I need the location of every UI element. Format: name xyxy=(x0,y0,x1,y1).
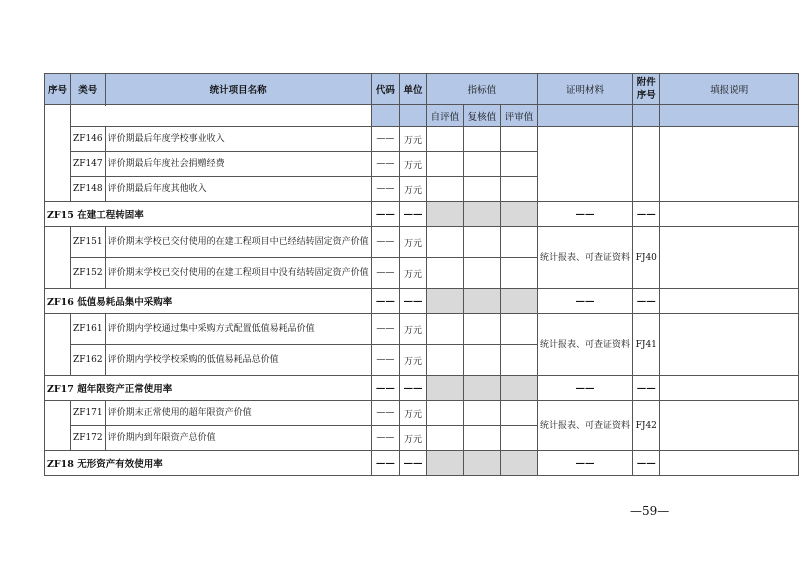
recheck-cell[interactable] xyxy=(463,314,500,345)
self-eval-cell[interactable] xyxy=(426,152,463,177)
row-dash: —— xyxy=(371,152,400,177)
material-cell xyxy=(538,127,633,202)
explain-cell xyxy=(660,314,799,376)
category-dash: —— xyxy=(371,376,400,401)
category-dash: —— xyxy=(371,202,400,227)
review-cell[interactable] xyxy=(500,426,537,451)
category-dash: —— xyxy=(400,376,427,401)
category-dash: —— xyxy=(400,202,427,227)
grey-cell xyxy=(426,451,463,476)
category-name: 无形资产有效使用率 xyxy=(77,459,163,470)
row-name: 评价期最后年度学校事业收入 xyxy=(105,127,371,152)
row-unit: 万元 xyxy=(400,426,427,451)
row-name: 评价期内学校学校采购的低值易耗品总价值 xyxy=(105,345,371,376)
category-code: ZF15 xyxy=(47,210,74,221)
category-code: ZF18 xyxy=(47,459,74,470)
row-unit: 万元 xyxy=(400,227,427,258)
row-unit: 万元 xyxy=(400,177,427,202)
review-cell[interactable] xyxy=(500,152,537,177)
recheck-cell[interactable] xyxy=(463,426,500,451)
self-eval-cell[interactable] xyxy=(426,345,463,376)
row-dash: —— xyxy=(371,127,400,152)
row-name: 评价期末学校已交付使用的在建工程项目中没有结转固定资产价值 xyxy=(105,258,371,289)
row-code: ZF152 xyxy=(70,258,105,289)
explain-cell xyxy=(660,227,799,289)
header-type: 类号 xyxy=(70,74,105,105)
material-cell: 统计报表、可查证资料 xyxy=(538,401,633,451)
grey-cell xyxy=(426,376,463,401)
row-dash: —— xyxy=(371,345,400,376)
row-code: ZF147 xyxy=(70,152,105,177)
category-row-zf17 xyxy=(45,376,372,401)
row-code: ZF161 xyxy=(70,314,105,345)
row-dash: —— xyxy=(371,426,400,451)
row-name: 评价期末学校已交付使用的在建工程项目中已经结转固定资产价值 xyxy=(105,227,371,258)
category-dash: —— xyxy=(633,451,660,476)
header-unit: 单位 xyxy=(400,74,427,105)
row-unit: 万元 xyxy=(400,314,427,345)
category-row-zf15 xyxy=(45,202,372,227)
header-item-name: 统计项目名称 xyxy=(105,74,371,105)
row-name: 评价期内到年限资产总价值 xyxy=(105,426,371,451)
row-code: ZF148 xyxy=(70,177,105,202)
category-dash: —— xyxy=(538,376,633,401)
row-name: 评价期末正常使用的超年限资产价值 xyxy=(105,401,371,426)
attachment-cell xyxy=(633,127,660,202)
row-unit: 万元 xyxy=(400,258,427,289)
explain-cell xyxy=(660,401,799,451)
row-dash: —— xyxy=(371,177,400,202)
grey-cell xyxy=(463,289,500,314)
seq-cell xyxy=(45,105,71,202)
page-number: —59— xyxy=(630,504,670,518)
review-cell[interactable] xyxy=(500,127,537,152)
recheck-cell[interactable] xyxy=(463,177,500,202)
row-unit: 万元 xyxy=(400,401,427,426)
recheck-cell[interactable] xyxy=(463,127,500,152)
review-cell[interactable] xyxy=(500,177,537,202)
row-name: 评价期最后年度其他收入 xyxy=(105,177,371,202)
seq-cell xyxy=(45,401,71,451)
category-dash: —— xyxy=(538,202,633,227)
row-dash: —— xyxy=(371,227,400,258)
category-code: ZF17 xyxy=(47,384,74,395)
attachment-cell: FJ40 xyxy=(633,227,660,289)
category-dash: —— xyxy=(400,451,427,476)
header-material: 证明材料 xyxy=(538,74,633,105)
recheck-cell[interactable] xyxy=(463,227,500,258)
row-code: ZF146 xyxy=(70,127,105,152)
header-self-eval: 自评值 xyxy=(426,105,463,127)
grey-cell xyxy=(426,289,463,314)
header-recheck: 复核值 xyxy=(463,105,500,127)
category-dash: —— xyxy=(633,289,660,314)
header-code: 代码 xyxy=(371,74,400,105)
grey-cell xyxy=(500,376,537,401)
seq-cell xyxy=(45,227,71,289)
self-eval-cell[interactable] xyxy=(426,314,463,345)
recheck-cell[interactable] xyxy=(463,258,500,289)
header-indicator: 指标值 xyxy=(426,74,537,105)
self-eval-cell[interactable] xyxy=(426,401,463,426)
row-code: ZF151 xyxy=(70,227,105,258)
recheck-cell[interactable] xyxy=(463,345,500,376)
row-unit: 万元 xyxy=(400,127,427,152)
explain-cell xyxy=(660,376,799,401)
self-eval-cell[interactable] xyxy=(426,177,463,202)
grey-cell xyxy=(463,451,500,476)
material-cell: 统计报表、可查证资料 xyxy=(538,227,633,289)
spacer xyxy=(400,105,427,127)
review-cell[interactable] xyxy=(500,314,537,345)
row-unit: 万元 xyxy=(400,345,427,376)
review-cell[interactable] xyxy=(500,401,537,426)
row-code: ZF171 xyxy=(70,401,105,426)
category-name: 在建工程转固率 xyxy=(77,210,144,221)
self-eval-cell[interactable] xyxy=(426,258,463,289)
seq-cell xyxy=(45,314,71,376)
category-row-zf16 xyxy=(45,289,372,314)
spacer xyxy=(538,105,633,127)
header-seq: 序号 xyxy=(45,74,71,105)
self-eval-cell[interactable] xyxy=(426,227,463,258)
row-unit: 万元 xyxy=(400,152,427,177)
recheck-cell[interactable] xyxy=(463,152,500,177)
spacer xyxy=(371,105,400,127)
category-dash: —— xyxy=(371,289,400,314)
review-cell[interactable] xyxy=(500,258,537,289)
row-name: 评价期最后年度社会捐赠经费 xyxy=(105,152,371,177)
category-code: ZF16 xyxy=(47,297,74,308)
material-cell: 统计报表、可查证资料 xyxy=(538,314,633,376)
category-row-zf18 xyxy=(45,451,372,476)
row-dash: —— xyxy=(371,314,400,345)
category-name: 低值易耗品集中采购率 xyxy=(77,297,173,308)
grey-cell xyxy=(426,202,463,227)
grey-cell xyxy=(463,376,500,401)
spacer xyxy=(660,105,799,127)
review-cell[interactable] xyxy=(500,345,537,376)
header-attachment: 附件序号 xyxy=(633,74,660,105)
category-dash: —— xyxy=(538,451,633,476)
attachment-cell: FJ41 xyxy=(633,314,660,376)
grey-cell xyxy=(500,451,537,476)
explain-cell xyxy=(660,127,799,202)
statistics-table xyxy=(44,73,799,476)
explain-cell xyxy=(660,202,799,227)
grey-cell xyxy=(500,202,537,227)
explain-cell xyxy=(660,451,799,476)
header-review: 评审值 xyxy=(500,105,537,127)
grey-cell xyxy=(463,202,500,227)
category-dash: —— xyxy=(538,289,633,314)
category-dash: —— xyxy=(400,289,427,314)
header-explain: 填报说明 xyxy=(660,74,799,105)
row-name: 评价期内学校通过集中采购方式配置低值易耗品价值 xyxy=(105,314,371,345)
row-code: ZF162 xyxy=(70,345,105,376)
spacer xyxy=(70,105,371,127)
spacer xyxy=(633,105,660,127)
row-code: ZF172 xyxy=(70,426,105,451)
category-dash: —— xyxy=(371,451,400,476)
category-name: 超年限资产正常使用率 xyxy=(77,384,173,395)
grey-cell xyxy=(500,289,537,314)
row-dash: —— xyxy=(371,258,400,289)
recheck-cell[interactable] xyxy=(463,401,500,426)
category-dash: —— xyxy=(633,202,660,227)
attachment-cell: FJ42 xyxy=(633,401,660,451)
category-dash: —— xyxy=(633,376,660,401)
self-eval-cell[interactable] xyxy=(426,426,463,451)
review-cell[interactable] xyxy=(500,227,537,258)
row-dash: —— xyxy=(371,401,400,426)
self-eval-cell[interactable] xyxy=(426,127,463,152)
explain-cell xyxy=(660,289,799,314)
